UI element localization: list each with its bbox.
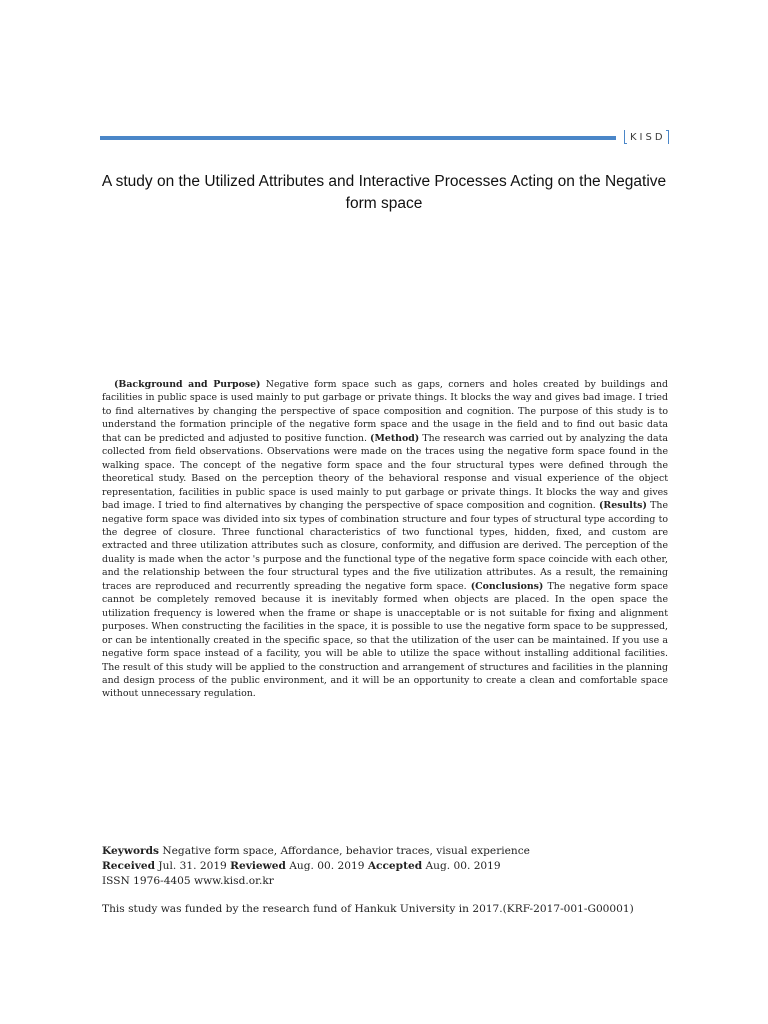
- paper-title: A study on the Utilized Attributes and Interactive Processes Acting on the Negative form space: [101, 173, 667, 212]
- reviewed-label: Reviewed: [230, 860, 286, 872]
- received-value: Jul. 31. 2019: [155, 860, 231, 872]
- logo-bracket-right: [666, 130, 669, 144]
- abstract-label-method: (Method): [370, 432, 420, 444]
- accepted-label: Accepted: [367, 860, 423, 872]
- abstract-text-background: Negative form space such as gaps, corners and holes created by buildings and facilities in public space is used mainly to put garbage or private things. It blocks the way and gives bad image. I tried to find alternatives by changing the perspective of space composition and cognition. The purpose of this study is to understand the formation principle of the negative form space and the usage in the field and to find out basic data that can be predicted and adjusted to positive function.: [102, 379, 668, 444]
- logo-bracket-left: [624, 130, 627, 144]
- keywords-value: Negative form space, Affordance, behavior traces, visual experience: [159, 845, 530, 857]
- keywords-row: [102, 844, 668, 859]
- issn-row: ISSN 1976-4405 www.kisd.or.kr: [102, 875, 274, 887]
- abstract: [102, 378, 668, 701]
- kisd-logo: [624, 126, 684, 148]
- accepted-value: Aug. 00. 2019: [422, 860, 501, 872]
- abstract-text-method: The research was carried out by analyzing the data collected from field observations. Observations were made on the traces using the negative form space found in the walking space. The concept of the negative form space and the four structural types were defined through the theoretical study. Based on the perception theory of the behavioral response and visual experience of the object representation, facilities in public space is used mainly to put garbage or private things. It blocks the way and gives bad image. I tried to find alternatives by changing the perspective of space composition and cognition.: [102, 432, 668, 512]
- dates-row: [102, 859, 668, 874]
- abstract-label-background: (Background and Purpose): [114, 379, 261, 390]
- reviewed-value: Aug. 00. 2019: [285, 860, 368, 872]
- header-rule: [100, 136, 616, 140]
- abstract-label-results: (Results): [599, 500, 647, 512]
- funding-note: This study was funded by the research fund of Hankuk University in 2017.(KRF-2017-001-G00001): [102, 903, 634, 915]
- abstract-label-conclusions: (Conclusions): [470, 580, 544, 592]
- abstract-text-results: The negative form space was divided into six types of combination structure and four types of structural type according to the degree of closure. Three functional characteristics of two functional types, hidden, fixed, and custom are extracted and three utilization attributes such as closure, conformity, and diffusion are derived. The perception of the duality is made when the actor 's purpose and the functional type of the negative form space coincide with each other, and the relationship between the four structural types and the five utilization attributes. As a result, the remaining traces are reproduced and recurrently spreading the negative form space.: [102, 500, 668, 592]
- received-label: Received: [102, 860, 156, 872]
- article-meta: [102, 844, 668, 889]
- keywords-label: Keywords: [102, 845, 160, 857]
- logo-text: KISD: [630, 131, 666, 143]
- abstract-text-conclusions: The negative form space cannot be completely removed because it is inevitably formed when objects are placed. In the open space the utilization frequency is lowered when the frame or shape is unacceptable or is not suitable for fixing and alignment purposes. When constructing the facilities in the space, it is possible to use the negative form space to be suppressed, or can be intentionally created in the specific space, so that the utilization of the user can be maintained. If you use a negative form space instead of a facility, you will be able to utilize the space without installing additional facilities. The result of this study will be applied to the construction and arrangement of structures and facilities in the planning and design process of the public environment, and it will be an opportunity to create a clean and comfortable space without unnecessary regulation.: [102, 580, 668, 700]
